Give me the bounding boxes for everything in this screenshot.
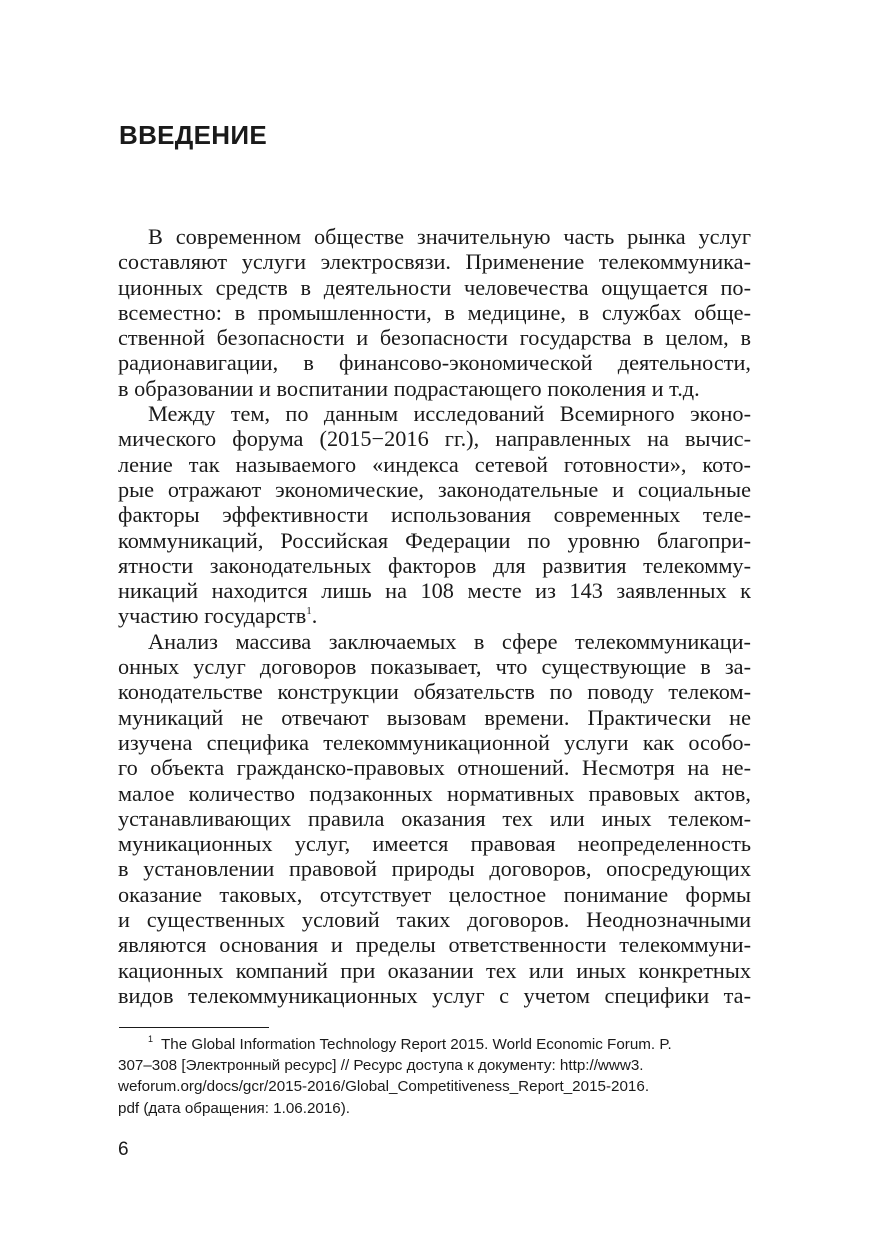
footnote-line: 307–308 [Электронный ресурс] // Ресурс доступа к документу: http://www3. xyxy=(118,1057,644,1075)
paragraph-3 xyxy=(118,629,751,1008)
text-line: факторы эффективности использования современных теле- xyxy=(118,502,751,528)
footnote-marker: 1 xyxy=(148,1034,154,1044)
footnote-reference[interactable]: 1 xyxy=(306,605,312,618)
paragraph-2 xyxy=(118,401,751,629)
text-line: ственной безопасности и безопасности государства в целом, в xyxy=(118,325,751,351)
footnote xyxy=(118,1034,751,1119)
text-line: рые отражают экономические, законодательные и социальные xyxy=(118,476,751,502)
footnote-line: weforum.org/docs/gcr/2015-2016/Global_Competitiveness_Report_2015-2016. xyxy=(118,1078,650,1096)
text-line: оказание таковых, отсутствует целостное понимание формы xyxy=(118,881,751,907)
text-line: Между тем, по данным исследований Всемирного эконо- xyxy=(148,401,751,427)
text-line: ление так называемого «индекса сетевой готовности», кото- xyxy=(118,451,751,477)
text-line: онных услуг договоров показывает, что существующие в за- xyxy=(118,654,751,680)
text-line: муникаций не отвечают вызовам времени. Практически не xyxy=(118,704,751,730)
text-line: Анализ массива заключаемых в сфере телекоммуникаци- xyxy=(148,628,751,654)
text-line: муникационных услуг, имеется правовая неопределенность xyxy=(118,831,751,857)
footnote-line: pdf (дата обращения: 1.06.2016). xyxy=(118,1099,351,1117)
text-line: видов телекоммуникационных услуг с учетом специфики та- xyxy=(118,982,751,1008)
page-title: ВВЕДЕНИЕ xyxy=(119,120,267,150)
footnote-divider xyxy=(119,1027,269,1028)
text-line: радионавигации, в финансово-экономической деятельности, xyxy=(118,350,751,376)
text-line-content: участию государств xyxy=(118,603,307,629)
text-line: малое количество подзаконных нормативных правовых актов, xyxy=(118,780,751,806)
text-line: ятности законодательных факторов для развития телекомму- xyxy=(118,552,751,578)
paragraph-1 xyxy=(118,224,751,401)
text-line: го объекта гражданско-правовых отношений. Несмотря на не- xyxy=(118,755,751,781)
text-line: мического форума (2015−2016 гг.), направленных на вычис- xyxy=(118,426,751,452)
text-line: кационных компаний при оказании тех или иных конкретных xyxy=(118,957,751,983)
page-number: 6 xyxy=(118,1139,129,1160)
footnote-line xyxy=(118,1034,751,1055)
text-line: в образовании и воспитании подрастающего поколения и т.д. xyxy=(118,375,700,401)
text-line: В современном обществе значительную часть рынка услуг xyxy=(148,224,751,249)
text-line: и существенных условий таких договоров. Неоднозначными xyxy=(118,907,751,933)
text-line: никаций находится лишь на 108 месте из 143 заявленных к xyxy=(118,578,751,604)
body-text xyxy=(118,224,751,1008)
text-line: коммуникаций, Российская Федерации по уровню благопри- xyxy=(118,527,751,553)
text-line: устанавливающих правила оказания тех или иных телеком- xyxy=(118,805,751,831)
footnote-text: The Global Information Technology Report 2015. World Economic Forum. P. xyxy=(161,1036,672,1053)
text-line: изучена специфика телекоммуникационной услуги как особо- xyxy=(118,729,751,755)
text-line: в установлении правовой природы договоров, опосредующих xyxy=(118,856,751,882)
text-line: являются основания и пределы ответственности телекоммуни- xyxy=(118,932,751,958)
text-line: составляют услуги электросвязи. Применение телекоммуника- xyxy=(118,249,751,275)
text-line-last xyxy=(118,603,751,628)
text-line: всеместно: в промышленности, в медицине, в службах обще- xyxy=(118,299,751,325)
text-line: ционных средств в деятельности человечества ощущается по- xyxy=(118,274,751,300)
text-line: конодательстве конструкции обязательств по поводу телеком- xyxy=(118,679,751,705)
end-punctuation: . xyxy=(311,603,318,629)
